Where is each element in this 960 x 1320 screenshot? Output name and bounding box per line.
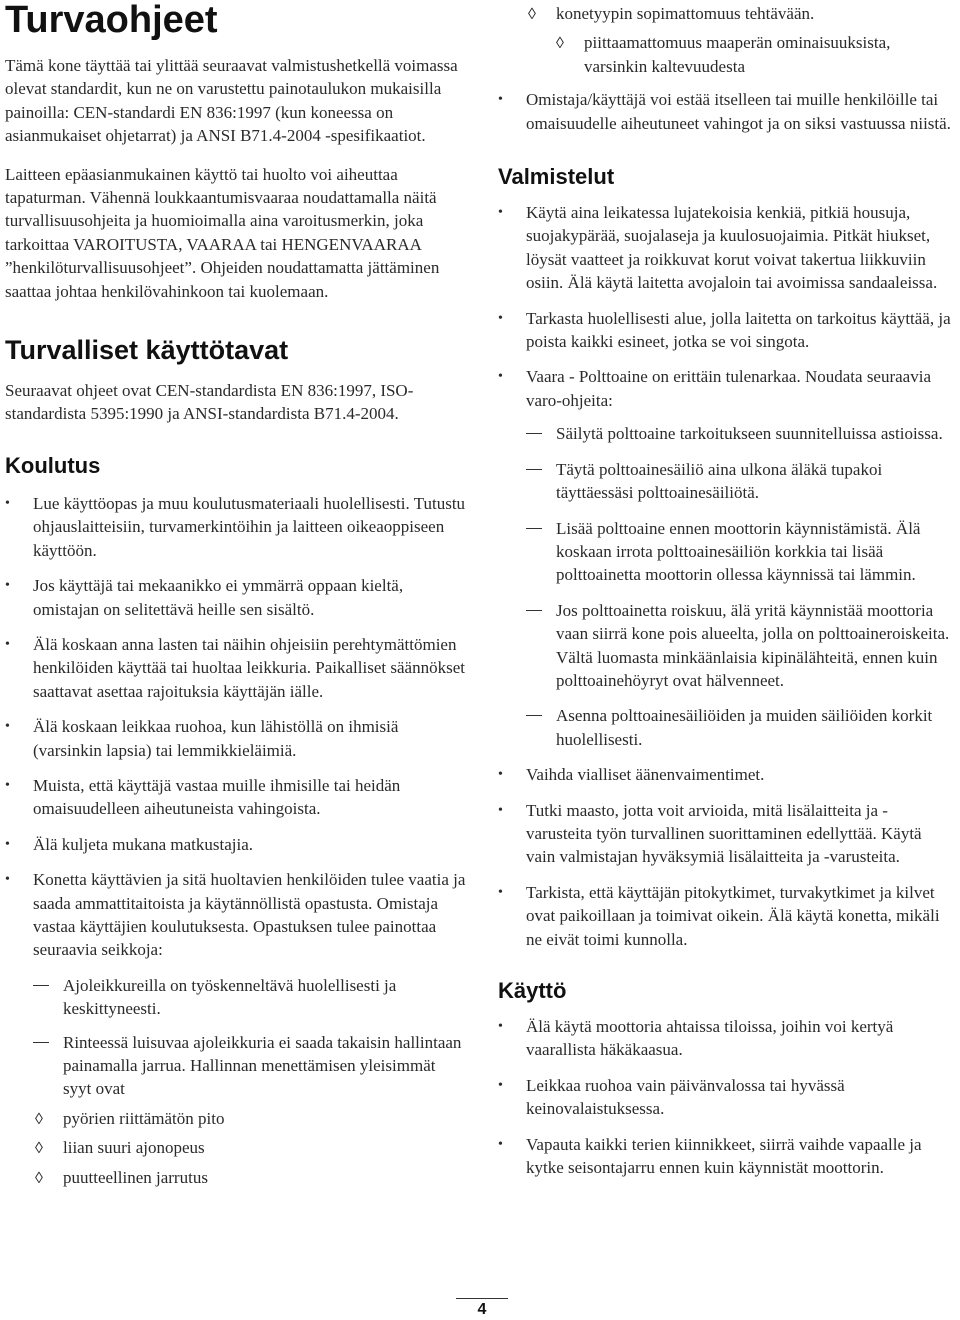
list-item: • Tarkasta huolellisesti alue, jolla laitetta on tarkoitus käyttää, ja poista kaikki esineet, jotka se voi singota.: [498, 308, 951, 352]
left-column: [5, 0, 467, 1189]
bullet-marker: •: [498, 1136, 503, 1152]
kaytto-heading: Käyttö: [498, 978, 567, 1003]
list-item: • Muista, että käyttäjä vastaa muille ihmisille tai heidän omaisuudelleen aiheutuneista vahingoista.: [5, 775, 401, 819]
bullet-marker: •: [498, 767, 503, 783]
bullet-marker: •: [498, 92, 503, 108]
page-number: 4: [477, 1301, 487, 1318]
right-column: [498, 2, 954, 1179]
section-title: Turvalliset käyttötavat: [5, 335, 289, 366]
dash-item: Jos polttoainetta roiskuu, älä yritä käynnistää moottoria vaan siirrä kone pois alueelta, jolla on polttoaineroiskeita. Vältä luomasta minkäänlaisia kipinälähteitä, ennen kuin polttoainehöyryt ovat hälvenneet.: [498, 599, 954, 693]
diamond-item: ◊ puutteellinen jarrutus: [5, 1166, 467, 1189]
bullet-marker: •: [5, 578, 10, 594]
valmistelut-heading: Valmistelut: [498, 164, 615, 190]
dash-item: Lisää polttoaine ennen moottorin käynnistämistä. Älä koskaan irrota polttoainesäiliön korkkia tai lisää polttoainetta moottorin ollessa käynnissä tai lämmin.: [498, 517, 954, 587]
bullet-marker: •: [5, 872, 10, 888]
list-item: • Vaara - Polttoaine on erittäin tulenarkaa. Noudata seuraavia varo-ohjeita:: [498, 367, 931, 410]
diamond-item: ◊ konetyypin sopimattomuus tehtävään.: [498, 2, 954, 25]
bullet-marker: •: [498, 369, 503, 385]
list-item: • Omistaja/käyttäjä voi estää itselleen tai muille henkilöille tai omaisuudelle aiheutuneet vahingot ja on siksi vastuussa niistä.: [498, 90, 951, 133]
dash-item: Täytä polttoainesäiliö aina ulkona äläkä tupakoi täyttäessäsi polttoainesäiliötä.: [498, 458, 954, 505]
diamond-item: ◊ piittaamattomuus maaperän ominaisuuksista, varsinkin kaltevuudesta: [556, 33, 891, 76]
list-item: • Konetta käyttävien ja sitä huoltavien henkilöiden tulee vaatia ja saada ammattitaitoista ja käytännöllistä opastusta. Omistaja vastaa käyttäjien koulutuksesta. Opastuksen tulee painottaa seuraavia seikkoja:: [5, 870, 466, 960]
bullet-marker: •: [5, 495, 10, 511]
page-title: Turvaohjeet: [5, 0, 218, 41]
dash-item: Asenna polttoainesäiliöiden ja muiden säiliöiden korkit huolellisesti.: [498, 704, 954, 751]
bullet-marker: •: [5, 719, 10, 735]
bullet-marker: •: [498, 1019, 503, 1034]
bullet-marker: •: [498, 802, 503, 818]
dash-item: Säilytä polttoaine tarkoitukseen suunnitelluissa astioissa.: [498, 422, 954, 445]
dash-marker: [33, 1042, 49, 1043]
diamond-item: ◊ pyörien riittämätön pito: [5, 1107, 467, 1130]
warning-paragraph: Laitteen epäasianmukainen käyttö tai huolto voi aiheuttaa tapaturman. Vähennä loukkaantumisvaaraa noudattamalla näitä turvallisuusohjeita ja huomioimalla aina varoitusmerkin, joka tarkoittaa VAROITUSTA, VAARAA tai HENGENVAARAA ”henkilöturvallisuusohjeet”. Ohjeiden noudattamatta jättäminen saattaa johtaa henkilövahinkoon tai kuolemaan.: [5, 164, 440, 301]
dash-marker: [33, 985, 49, 986]
section-intro: Seuraavat ohjeet ovat CEN-standardista EN 836:1997, ISO-standardista 5395:1990 ja ANSI-standardista B71.4-2004.: [5, 381, 414, 424]
bullet-marker: •: [498, 310, 503, 326]
diamond-icon: ◊: [35, 1169, 43, 1187]
list-item: • Älä koskaan leikkaa ruohoa, kun lähistöllä on ihmisiä (varsinkin lapsia) tai lemmikkieläimiä.: [5, 717, 399, 760]
bullet-marker: •: [5, 636, 10, 652]
kaytto-list: [498, 1015, 954, 1179]
list-item: • Leikkaa ruohoa vain päivänvalossa tai hyvässä keinovalaistuksessa.: [498, 1075, 845, 1119]
diamond-icon: ◊: [556, 35, 564, 53]
dash-marker: [526, 433, 542, 434]
diamond-icon: ◊: [35, 1110, 43, 1128]
koulutus-list: [5, 492, 467, 962]
training-dash-list: [5, 974, 467, 1101]
list-item: • Vaihda vialliset äänenvaimentimet.: [498, 763, 954, 786]
bullet-marker: •: [498, 205, 503, 221]
continued-diamond-list: [498, 2, 954, 78]
diamond-item: ◊ liian suuri ajonopeus: [5, 1136, 467, 1159]
bullet-marker: •: [498, 884, 503, 900]
loss-of-control-list: [5, 1107, 467, 1189]
diamond-icon: ◊: [35, 1140, 43, 1158]
list-item: • Älä kuljeta mukana matkustajia.: [5, 833, 467, 856]
koulutus-heading: Koulutus: [5, 452, 101, 478]
owner-responsibility-list: [498, 88, 954, 135]
list-item: • Lue käyttöopas ja muu koulutusmateriaali huolellisesti. Tutustu ohjauslaitteisiin, turvamerkintöihin ja laitteen oikeaoppiseen käyttöön.: [5, 493, 466, 560]
valmistelut-list: [498, 201, 954, 412]
list-item: • Älä koskaan anna lasten tai näihin ohjeisiin perehtymättömien henkilöiden käyttää tai huoltaa leikkuria. Paikalliset säännökset saattavat asettaa rajoituksia käyttäjän iälle.: [5, 634, 465, 701]
list-item: • Jos käyttäjä tai mekaanikko ei ymmärrä oppaan kieltä, omistajan on selitettävä heille sen sisältö.: [5, 576, 404, 619]
dash-item: Ajoleikkureilla on työskenneltävä huolellisesti ja keskittyneesti.: [5, 974, 467, 1021]
dash-marker: [526, 715, 542, 716]
dash-marker: [526, 610, 542, 611]
list-item: • Älä käytä moottoria ahtaissa tiloissa, joihin voi kertyä vaarallista häkäkaasua.: [498, 1017, 894, 1060]
list-item: • Tarkista, että käyttäjän pitokytkimet, turvakytkimet ja kilvet ovat paikoillaan ja toimivat oikein. Älä käytä konetta, mikäli ne eivät toimi kunnolla.: [498, 882, 940, 949]
bullet-marker: •: [498, 1077, 503, 1093]
fuel-precautions-list: [498, 422, 954, 751]
list-item: • Käytä aina leikatessa lujatekoisia kenkiä, pitkiä housuja, suojakypärää, suojalaseja ja kuulosuojaimia. Pitkät hiukset, löysät vaatteet ja roikkuvat korut voivat takertua liikkuviin osiin. Älä käytä laitetta avojaloin tai avoimissa sandaaleissa.: [498, 203, 938, 293]
list-item: • Vapauta kaikki terien kiinnikkeet, siirrä vaihde vapaalle ja kytke seisontajarru ennen kuin käynnistät moottorin.: [498, 1134, 922, 1178]
bullet-marker: •: [5, 777, 10, 793]
dash-item: Rinteessä luisuvaa ajoleikkuria ei saada takaisin hallintaan painamalla jarrua. Hallinnan menettämisen yleisimmät syyt ovat: [5, 1031, 467, 1101]
diamond-icon: ◊: [528, 6, 536, 23]
valmistelut-list-continued: [498, 763, 954, 951]
dash-marker: [526, 469, 542, 470]
intro-paragraph: Tämä kone täyttää tai ylittää seuraavat valmistushetkellä voimassa olevat standardit, kun ne on varustettu painotaulukon mukaisilla painoilla: CEN-standardi EN 836:1997 (kun koneessa on asianmukaiset ohjetarrat) ja ANSI B71.4-2004 -spesifikaatiot.: [5, 56, 458, 146]
dash-marker: [526, 528, 542, 529]
page-number-rule: [456, 1298, 508, 1299]
list-item: • Tutki maasto, jotta voit arvioida, mitä lisälaitteita ja -varusteita työn turvallinen suorittaminen edellyttää. Käytä vain valmistajan hyväksymiä lisälaitteita ja -varusteita.: [498, 800, 922, 867]
bullet-marker: •: [5, 836, 10, 852]
